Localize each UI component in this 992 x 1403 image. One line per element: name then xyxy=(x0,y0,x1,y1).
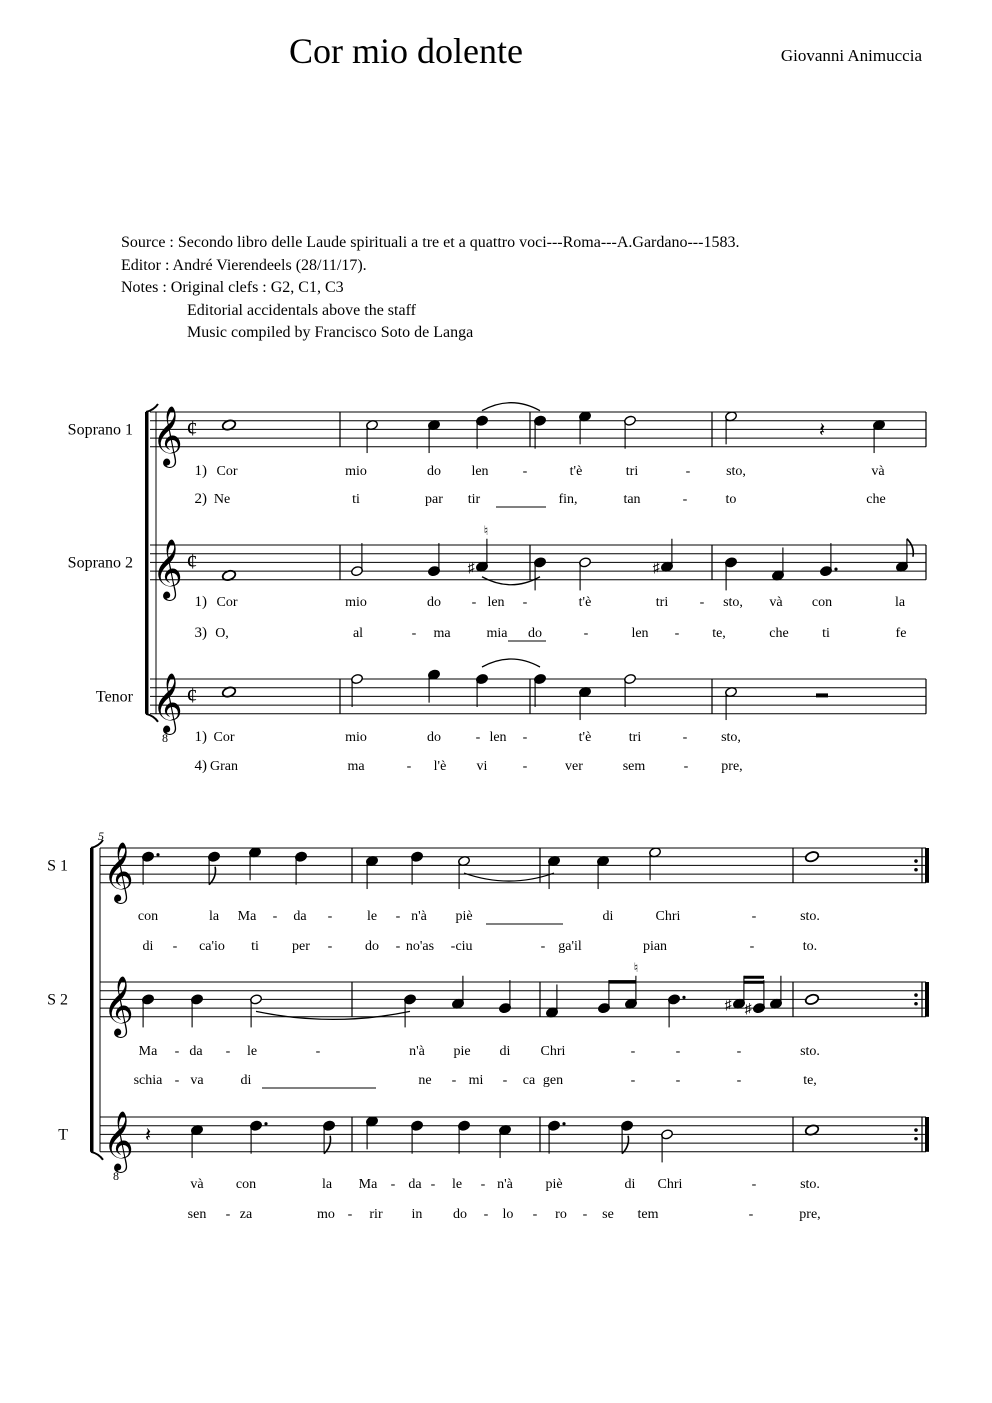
lyric-syllable: ciu xyxy=(455,939,473,954)
lyric-syllable: - xyxy=(685,464,691,479)
lyric-syllable: va xyxy=(190,1073,204,1088)
bracket-bottom xyxy=(91,1152,103,1160)
lyric-syllable: - xyxy=(225,1207,231,1222)
lyric-syllable: O, xyxy=(215,626,229,641)
voice-name: T xyxy=(58,1126,68,1144)
system-bracket xyxy=(90,848,94,1152)
lyric-syllable: Gran xyxy=(210,759,238,774)
lyric-syllable: do xyxy=(427,595,441,610)
composer-name: Giovanni Animuccia xyxy=(780,46,922,65)
lyric-syllable: Cor xyxy=(213,730,235,745)
lyric-syllable: te, xyxy=(712,626,726,641)
treble-clef-icon: 𝄞 xyxy=(103,1112,134,1170)
measure-number: 5 xyxy=(98,829,104,843)
lyric-syllable: mi xyxy=(468,1073,484,1088)
lyric-syllable: Cor xyxy=(216,595,238,610)
lyric-syllable: Ma xyxy=(237,909,257,924)
notes-line-2: Editorial accidentals above the staff xyxy=(187,301,416,319)
note-q xyxy=(458,1120,471,1154)
note-q xyxy=(499,980,512,1014)
note-e xyxy=(598,980,611,1014)
piece-title: Cor mio dolente xyxy=(289,31,523,71)
lyric-syllable: con xyxy=(235,1177,257,1192)
lyric-syllable: - xyxy=(395,909,401,924)
note-q xyxy=(873,419,886,453)
lyric-syllable: da xyxy=(293,909,307,924)
lyric-syllable: la xyxy=(894,595,906,610)
lyric-syllable: tir xyxy=(467,492,481,507)
lyric-syllable: - xyxy=(751,1177,757,1192)
lyric-syllable: da xyxy=(408,1177,422,1192)
repeat-dot xyxy=(914,993,918,997)
lyric-syllable: piè xyxy=(545,1177,563,1192)
lyric-syllable: - xyxy=(522,759,528,774)
lyric-syllable: con xyxy=(811,595,833,610)
note-q xyxy=(772,547,785,581)
natural-icon: ♮ xyxy=(633,960,639,975)
lyric-syllable: sto. xyxy=(800,1044,820,1059)
quarter-rest-icon: 𝄽 xyxy=(818,419,826,442)
lyric-syllable: n'à xyxy=(497,1177,513,1192)
note-q xyxy=(428,543,441,577)
note-h xyxy=(725,686,738,720)
natural-icon: ♮ xyxy=(483,523,489,538)
lyric-syllable: - xyxy=(699,595,705,610)
sharp-icon: ♯ xyxy=(744,1002,752,1018)
lyric-syllable: - xyxy=(174,1044,180,1059)
voice-name: S 2 xyxy=(47,991,68,1009)
note-q xyxy=(546,984,559,1018)
lyric-syllable: fe xyxy=(895,626,907,641)
lyric-syllable: che xyxy=(769,626,789,641)
flag xyxy=(209,867,215,885)
lyric-syllable: - xyxy=(522,595,528,610)
lyric-syllable: - xyxy=(272,909,278,924)
lyric-syllable: ga'il xyxy=(558,939,582,954)
repeat-thick-bar xyxy=(925,1117,929,1152)
lyric-syllable: - xyxy=(483,1207,489,1222)
lyric-syllable: - xyxy=(411,626,417,641)
lyric-syllable: - xyxy=(430,1177,436,1192)
lyric-syllable: - xyxy=(502,1073,508,1088)
lyric-syllable: - xyxy=(390,1177,396,1192)
flag xyxy=(324,1136,330,1154)
beam xyxy=(744,976,764,979)
lyric-syllable: - xyxy=(406,759,412,774)
repeat-dot xyxy=(914,1002,918,1006)
lyric-syllable: len xyxy=(631,626,649,641)
lyric-syllable: tri xyxy=(628,730,642,745)
lyric-syllable: do xyxy=(365,939,379,954)
sharp-icon: ♯ xyxy=(724,997,732,1013)
lyric-syllable: - xyxy=(480,1177,486,1192)
lyric-syllable: tem xyxy=(637,1207,659,1222)
sharp-icon: ♯ xyxy=(467,560,475,576)
lyric-syllable: sto. xyxy=(800,1177,820,1192)
lyric-syllable: - xyxy=(532,1207,538,1222)
repeat-thick-bar xyxy=(925,848,929,883)
note-h xyxy=(725,411,738,445)
lyric-syllable: par xyxy=(425,492,443,507)
lyric-syllable: tan xyxy=(623,492,641,507)
sharp-icon: ♯ xyxy=(652,560,660,576)
lyric-syllable: - xyxy=(583,626,589,641)
voice-name: Soprano 2 xyxy=(67,554,133,572)
lyric-syllable: te, xyxy=(803,1073,817,1088)
lyric-syllable: len xyxy=(487,595,505,610)
lyric-syllable: - xyxy=(522,730,528,745)
repeat-dot xyxy=(914,1137,918,1141)
lyric-syllable: t'è xyxy=(578,595,592,610)
note-q xyxy=(534,415,547,449)
lyric-syllable: t'è xyxy=(569,464,583,479)
note-h xyxy=(250,994,263,1028)
verse-number: 4) xyxy=(194,758,207,774)
note-e xyxy=(896,539,914,573)
lyric-syllable: sto, xyxy=(721,730,741,745)
lyric-syllable: len xyxy=(489,730,507,745)
note-q xyxy=(404,994,417,1028)
lyric-syllable: n'à xyxy=(409,1044,425,1059)
half-rest xyxy=(816,693,828,697)
notes-line: Notes : Original clefs : G2, C1, C3 xyxy=(121,279,344,296)
lyric-syllable: và xyxy=(190,1177,204,1192)
note-e xyxy=(621,1120,634,1154)
lyric-syllable: pie xyxy=(453,1044,471,1059)
voice-name: S 1 xyxy=(47,857,68,875)
lyric-syllable: Ma xyxy=(138,1044,158,1059)
tie xyxy=(482,403,540,411)
lyric-syllable: mia xyxy=(486,626,508,641)
lyric-syllable: - xyxy=(451,1073,457,1088)
lyric-syllable: và xyxy=(871,464,885,479)
note-q xyxy=(534,557,547,591)
lyric-syllable: sem xyxy=(622,759,646,774)
verse-number: 2) xyxy=(194,491,207,507)
lyric-syllable: Chri xyxy=(655,909,681,924)
lyric-syllable: - xyxy=(582,1207,588,1222)
lyric-syllable: do xyxy=(453,1207,467,1222)
note-q xyxy=(191,1124,204,1158)
lyric-syllable: ver xyxy=(565,759,583,774)
lyric-syllable: vi xyxy=(476,759,488,774)
note-q xyxy=(142,851,160,885)
lyric-syllable: fin, xyxy=(558,492,578,507)
lyric-syllable: pre, xyxy=(799,1207,821,1222)
verse-number: 1) xyxy=(194,594,207,610)
lyric-syllable: ti xyxy=(822,626,830,641)
lyric-syllable: sen xyxy=(187,1207,207,1222)
lyric-syllable: Chri xyxy=(657,1177,683,1192)
lyric-syllable: - xyxy=(327,909,333,924)
lyric-syllable: per xyxy=(292,939,310,954)
dot xyxy=(682,996,685,999)
lyric-syllable: lo xyxy=(502,1207,514,1222)
note-w xyxy=(804,850,819,863)
verse-number: 3) xyxy=(194,625,207,641)
treble-clef-icon: 𝄞 xyxy=(152,674,183,732)
note-q xyxy=(579,686,592,720)
lyric-syllable: và xyxy=(769,595,783,610)
lyric-syllable: Ne xyxy=(213,492,231,507)
note-q xyxy=(476,673,489,707)
lyric-syllable: ti xyxy=(251,939,259,954)
note-q xyxy=(548,1120,566,1154)
lyric-syllable: ca'io xyxy=(199,939,225,954)
lyric-syllable: tri xyxy=(655,595,669,610)
lyric-syllable: - xyxy=(630,1044,636,1059)
cut-time-icon: ¢ xyxy=(186,415,198,441)
dot xyxy=(156,853,159,856)
treble-clef-icon: 𝄞 xyxy=(103,843,134,901)
lyric-syllable: sto, xyxy=(726,464,746,479)
lyric-syllable: - xyxy=(675,1044,681,1059)
lyric-syllable: to xyxy=(725,492,737,507)
note-q xyxy=(548,855,561,889)
dot xyxy=(264,1122,267,1125)
lyric-syllable: - xyxy=(674,626,680,641)
voice-name: Tenor xyxy=(95,688,133,706)
note-h xyxy=(579,557,592,591)
note-w xyxy=(804,993,819,1006)
notehead xyxy=(804,850,819,863)
lyric-syllable: schia xyxy=(133,1073,163,1088)
system-bracket xyxy=(145,412,149,714)
lyric-syllable: - xyxy=(315,1044,321,1059)
lyric-syllable: di xyxy=(602,909,614,924)
lyric-syllable: le xyxy=(366,909,378,924)
note-s xyxy=(753,980,766,1014)
note-q xyxy=(579,411,592,445)
note-q xyxy=(428,669,441,703)
lyric-syllable: Ma xyxy=(358,1177,378,1192)
lyric-syllable: - xyxy=(347,1207,353,1222)
note-q xyxy=(366,855,379,889)
note-q xyxy=(142,994,155,1028)
lyric-syllable: sto. xyxy=(800,909,820,924)
quarter-rest-icon: 𝄽 xyxy=(144,1124,152,1147)
lyric-syllable: che xyxy=(866,492,886,507)
lyric-syllable: mio xyxy=(345,464,367,479)
lyric-syllable: - xyxy=(749,939,755,954)
lyric-syllable: da xyxy=(189,1044,203,1059)
note-q xyxy=(295,851,308,885)
note-q xyxy=(770,976,783,1010)
lyric-syllable: - xyxy=(736,1073,742,1088)
lyric-syllable: - xyxy=(475,730,481,745)
lyric-syllable: - xyxy=(683,759,689,774)
lyric-syllable: no'as xyxy=(405,939,435,954)
lyric-syllable: di xyxy=(142,939,154,954)
lyric-syllable: - xyxy=(450,939,456,954)
note-h xyxy=(624,415,637,449)
note-q xyxy=(534,673,547,707)
lyric-syllable: t'è xyxy=(578,730,592,745)
lyric-syllable: di xyxy=(499,1044,511,1059)
dot xyxy=(834,568,837,571)
lyric-syllable: in xyxy=(411,1207,423,1222)
lyric-syllable: la xyxy=(208,909,220,924)
lyric-syllable: - xyxy=(682,492,688,507)
lyric-syllable: - xyxy=(174,1073,180,1088)
note-q xyxy=(725,557,738,591)
note-h xyxy=(351,543,364,577)
lyric-syllable: tri xyxy=(625,464,639,479)
lyric-syllable: se xyxy=(602,1207,614,1222)
note-q xyxy=(428,419,441,453)
treble-clef-icon: 𝄞 xyxy=(152,540,183,598)
lyric-syllable: ro xyxy=(555,1207,567,1222)
note-h xyxy=(458,855,471,889)
note-q xyxy=(250,1120,268,1154)
lyric-syllable: za xyxy=(239,1207,253,1222)
lyric-syllable: ne xyxy=(418,1073,432,1088)
notehead xyxy=(804,993,819,1006)
note-q xyxy=(191,994,204,1028)
note-h xyxy=(624,673,637,707)
note-q xyxy=(820,543,838,577)
lyric-syllable: n'à xyxy=(411,909,427,924)
note-e xyxy=(323,1120,336,1154)
lyric-syllable: - xyxy=(540,939,546,954)
note-q xyxy=(476,539,489,573)
verse-number: 1) xyxy=(194,463,207,479)
voice-name: Soprano 1 xyxy=(67,421,133,439)
note-h xyxy=(351,673,364,707)
repeat-thick-bar xyxy=(925,982,929,1017)
cut-time-icon: ¢ xyxy=(186,548,198,574)
lyric-syllable: ca xyxy=(522,1073,536,1088)
lyric-syllable: - xyxy=(675,1073,681,1088)
dot xyxy=(562,1122,565,1125)
lyric-syllable: mo xyxy=(317,1207,335,1222)
cut-time-icon: ¢ xyxy=(186,682,198,708)
beam xyxy=(744,981,764,984)
lyric-syllable: - xyxy=(751,909,757,924)
octave-eight: 8 xyxy=(162,730,168,745)
repeat-dot xyxy=(914,1128,918,1132)
note-h xyxy=(661,1129,674,1163)
lyric-syllable: to. xyxy=(802,939,818,954)
lyric-syllable: - xyxy=(748,1207,754,1222)
lyric-syllable: di xyxy=(240,1073,252,1088)
lyric-syllable: - xyxy=(522,464,528,479)
note-q xyxy=(411,851,424,885)
lyric-syllable: mio xyxy=(345,595,367,610)
note-q xyxy=(661,539,674,573)
lyric-syllable: pre, xyxy=(721,759,743,774)
note-h xyxy=(649,847,662,881)
repeat-dot xyxy=(914,868,918,872)
lyric-syllable: len xyxy=(471,464,489,479)
note-q xyxy=(668,994,686,1028)
lyric-syllable: - xyxy=(225,1044,231,1059)
lyric-syllable: sto, xyxy=(723,595,743,610)
lyric-syllable: al xyxy=(352,626,364,641)
lyric-syllable: - xyxy=(471,595,477,610)
lyric-syllable: Chri xyxy=(540,1044,566,1059)
verse-number: 1) xyxy=(194,729,207,745)
lyric-syllable: do xyxy=(528,626,542,641)
lyric-syllable: ma xyxy=(433,626,451,641)
lyric-syllable: la xyxy=(321,1177,333,1192)
lyric-syllable: - xyxy=(736,1044,742,1059)
tie xyxy=(482,659,540,667)
note-q xyxy=(476,415,489,449)
source-line: Source : Secondo libro delle Laude spirituali a tre et a quattro voci---Roma---A.Gardano---1583. xyxy=(121,234,740,251)
lyric-syllable: mio xyxy=(345,730,367,745)
lyric-syllable: ti xyxy=(352,492,360,507)
flag xyxy=(622,1136,628,1154)
treble-clef-icon: 𝄞 xyxy=(103,977,134,1035)
repeat-dot xyxy=(914,859,918,863)
lyric-syllable: piè xyxy=(455,909,473,924)
note-q xyxy=(411,1120,424,1154)
note-q xyxy=(597,855,610,889)
lyric-syllable: - xyxy=(172,939,178,954)
lyric-syllable: do xyxy=(427,464,441,479)
lyric-syllable: gen xyxy=(542,1073,564,1088)
note-e xyxy=(208,851,221,885)
lyric-syllable: di xyxy=(624,1177,636,1192)
lyric-syllable: - xyxy=(682,730,688,745)
note-q xyxy=(452,976,465,1010)
note-q xyxy=(499,1124,512,1158)
octave-eight: 8 xyxy=(113,1168,119,1183)
lyric-syllable: le xyxy=(246,1044,258,1059)
tie xyxy=(482,577,540,585)
note-q xyxy=(366,1116,379,1150)
beam xyxy=(609,980,636,984)
lyric-syllable: rir xyxy=(369,1207,383,1222)
editor-line: Editor : André Vierendeels (28/11/17). xyxy=(121,256,367,274)
lyric-syllable: do xyxy=(427,730,441,745)
note-s xyxy=(733,976,746,1010)
note-q xyxy=(249,847,262,881)
lyric-syllable: Cor xyxy=(216,464,238,479)
lyric-syllable: - xyxy=(395,939,401,954)
lyric-syllable: pian xyxy=(642,939,668,954)
notes-line-3: Music compiled by Francisco Soto de Langa xyxy=(187,324,474,341)
lyric-syllable: ma xyxy=(347,759,365,774)
lyric-syllable: con xyxy=(137,909,159,924)
note-h xyxy=(366,419,379,453)
lyric-syllable: - xyxy=(630,1073,636,1088)
tie xyxy=(256,1011,410,1019)
lyric-syllable: l'è xyxy=(433,759,447,774)
lyric-syllable: le xyxy=(451,1177,463,1192)
treble-clef-icon: 𝄞 xyxy=(152,407,183,465)
lyric-syllable: - xyxy=(327,939,333,954)
